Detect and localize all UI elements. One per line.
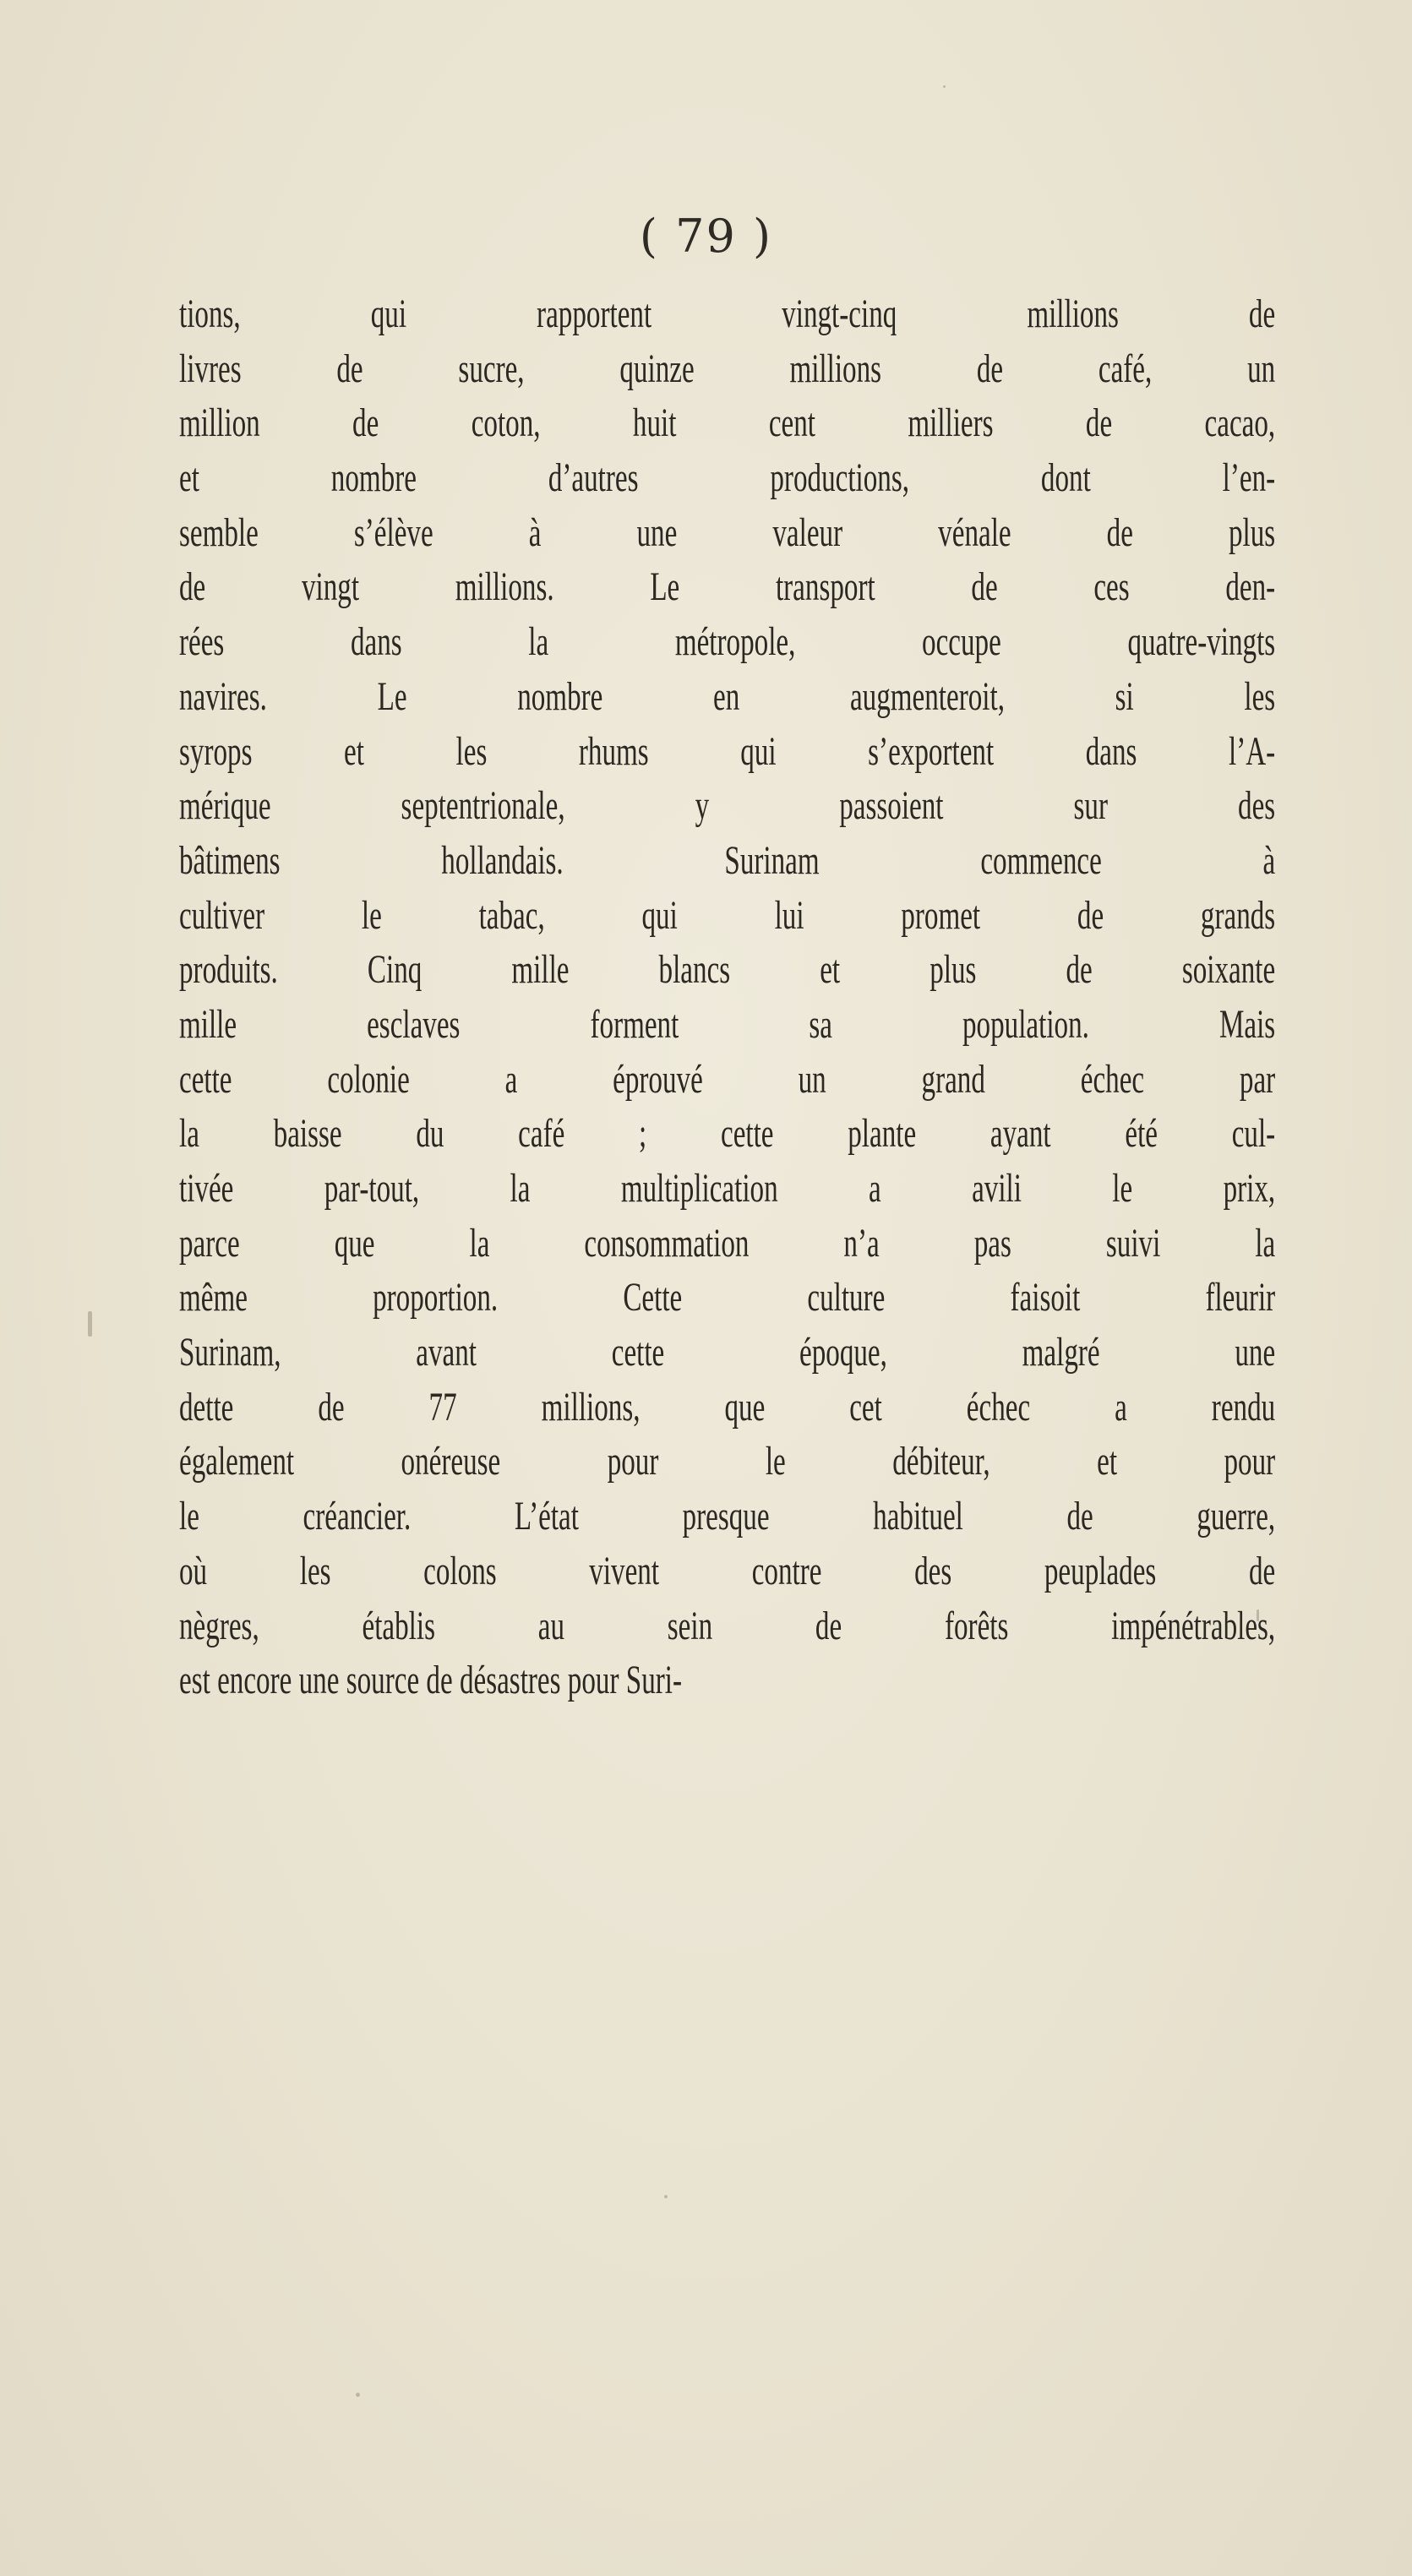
paper-speck	[943, 85, 946, 88]
paper-speck	[1257, 1609, 1259, 1621]
page-number: ( 79 )	[639, 210, 773, 263]
text-line: est encore une source de désastres pour Suri-	[179, 1658, 683, 1703]
text-line: cultiver le tabac, qui lui promet de grands	[179, 892, 1276, 938]
text-line: mérique septentrionale, y passoient sur des	[179, 783, 1276, 829]
text-line: parce que la consommation n’a pas suivi la	[179, 1220, 1276, 1266]
paper-speck	[664, 2195, 668, 2198]
paper-speck	[356, 2393, 360, 2397]
text-line: tions, qui rapportent vingt-cinq millions de	[179, 291, 1276, 336]
text-line: syrops et les rhums qui s’exportent dans l’A-	[179, 728, 1276, 774]
text-line: mille esclaves forment sa population. Mais	[179, 1001, 1276, 1047]
text-line: la baisse du café ; cette plante ayant été cul-	[179, 1111, 1276, 1157]
text-line: navires. Le nombre en augmenteroit, si les	[179, 673, 1276, 719]
paper-speck	[88, 1311, 92, 1337]
text-line: produits. Cinq mille blancs et plus de soixante	[179, 947, 1276, 993]
text-line: dette de 77 millions, que cet échec a rendu	[179, 1384, 1276, 1430]
text-line: également onéreuse pour le débiteur, et pour	[179, 1439, 1276, 1484]
text-line: tivée par-tout, la multiplication a avili le prix,	[179, 1166, 1276, 1211]
text-line: rées dans la métropole, occupe quatre-vingts	[179, 619, 1276, 665]
text-line: cette colonie a éprouvé un grand échec par	[179, 1056, 1276, 1102]
text-line: semble s’élève à une valeur vénale de plus	[179, 509, 1276, 555]
text-line: bâtimens hollandais. Surinam commence à	[179, 837, 1276, 883]
text-line: le créancier. L’état presque habituel de guerre,	[179, 1494, 1276, 1539]
text-line: de vingt millions. Le transport de ces den-	[179, 564, 1276, 610]
text-line: même proportion. Cette culture faisoit fleurir	[179, 1275, 1276, 1321]
text-line: et nombre d’autres productions, dont l’en-	[179, 455, 1276, 501]
text-line: Surinam, avant cette époque, malgré une	[179, 1330, 1276, 1375]
text-line: livres de sucre, quinze millions de café, un	[179, 346, 1276, 391]
text-line: nègres, établis au sein de forêts impénétrables,	[179, 1603, 1276, 1648]
text-line: où les colons vivent contre des peuplades de	[179, 1548, 1276, 1593]
text-line: million de coton, huit cent milliers de cacao,	[179, 400, 1276, 446]
body-text	[179, 287, 1275, 1708]
